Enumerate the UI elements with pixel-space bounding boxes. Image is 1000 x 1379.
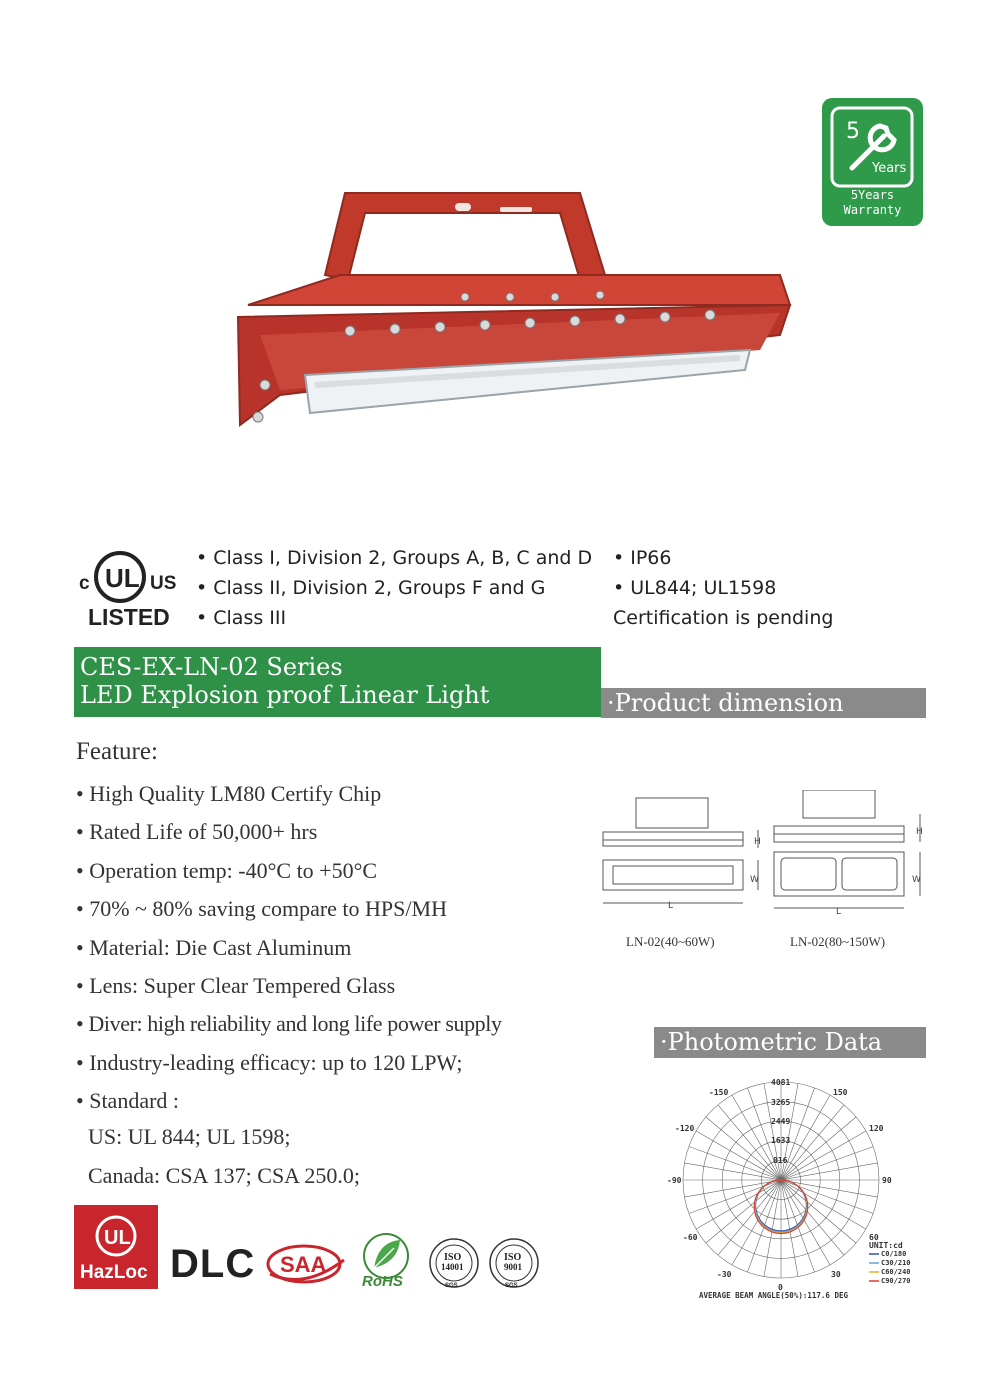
dim-small-l: L (668, 901, 674, 911)
ul-listed-logo (78, 545, 178, 630)
dim-large-w: W (912, 875, 921, 885)
feature-item: • Rated Life of 50,000+ hrs (76, 816, 502, 854)
legend-unit: UNIT:cd (869, 1241, 903, 1250)
angle-label: -90 (667, 1176, 682, 1185)
photometric-heading: ·Photometric Data (654, 1027, 926, 1058)
rohs-logo (358, 1232, 414, 1290)
angle-label: -150 (709, 1088, 729, 1097)
legend-label: C30/210 (881, 1259, 911, 1267)
feature-item: • Industry-leading efficacy: up to 120 LPW; (76, 1047, 502, 1085)
cert-pending-note: Certification is pending (613, 607, 834, 629)
radial-label: 3265 (771, 1098, 791, 1107)
saa-logo (264, 1240, 348, 1288)
warranty-years-word: Years (872, 161, 907, 176)
cert-item: • UL844; UL1598 (613, 573, 776, 603)
ul-listed-word: LISTED (88, 604, 170, 630)
feature-item: • Material: Die Cast Aluminum (76, 932, 502, 970)
polar-candela-diagram (665, 1075, 930, 1305)
iso14001-num: 14001 (441, 1262, 464, 1272)
iso9001-sgs: SGS (505, 1283, 518, 1289)
angle-label: -60 (683, 1233, 698, 1242)
warranty-number: 5 (846, 119, 860, 144)
iso9001-top: ISO (504, 1252, 522, 1263)
ul-us-mark: US (150, 573, 177, 594)
feature-heading: Feature: (76, 738, 158, 765)
iso-9001-logo (488, 1237, 540, 1291)
series-description: LED Explosion proof Linear Light (80, 681, 490, 709)
angle-label: 60 (869, 1233, 879, 1242)
radial-label: 816 (773, 1156, 788, 1165)
ul-mark: UL (105, 563, 140, 593)
angle-label: 0 (778, 1283, 783, 1292)
legend-label: C0/180 (881, 1250, 907, 1258)
radial-label: 2449 (771, 1117, 791, 1126)
iso14001-sgs: SGS (445, 1283, 458, 1289)
angle-label: -30 (717, 1270, 732, 1279)
cert-item: • IP66 (613, 543, 776, 573)
iso14001-top: ISO (444, 1252, 462, 1263)
certification-list (613, 543, 776, 603)
warranty-badge (822, 98, 923, 226)
radial-label: 1633 (771, 1136, 791, 1145)
ul-hazloc-logo (74, 1205, 158, 1289)
legend-label: C90/270 (881, 1277, 911, 1285)
feature-item: • Operation temp: -40°C to +50°C (76, 855, 502, 893)
feature-item: • Diver: high reliability and long life power supply (76, 1008, 502, 1046)
series-title-box (74, 647, 601, 717)
dim-caption-small: LN-02(40~60W) (626, 934, 715, 949)
standard-us: US: UL 844; UL 1598; (88, 1124, 291, 1149)
angle-label: 120 (869, 1124, 884, 1133)
iso9001-num: 9001 (504, 1262, 522, 1272)
hazloc-ul-mark: UL (104, 1227, 131, 1249)
series-name: CES-EX-LN-02 Series (80, 653, 343, 681)
radial-label: 4081 (771, 1078, 791, 1087)
hazardous-class-list (196, 543, 592, 633)
standard-canada: Canada: CSA 137; CSA 250.0; (88, 1163, 360, 1188)
angle-label: -120 (675, 1124, 695, 1133)
angle-label: 90 (882, 1176, 892, 1185)
linear-light-product-image (220, 185, 800, 440)
angle-label: 30 (831, 1270, 841, 1279)
class-item: • Class III (196, 603, 592, 633)
feature-item: • Standard : (76, 1085, 502, 1123)
warranty-line2: Warranty (843, 203, 902, 217)
warranty-line1: 5Years (850, 188, 895, 202)
feature-list (76, 778, 502, 1124)
saa-text: SAA (280, 1252, 327, 1277)
rohs-text: RoHS (362, 1273, 403, 1290)
dim-small-h: H (754, 837, 761, 847)
dim-large-h: H (916, 827, 923, 837)
iso-14001-logo (428, 1237, 480, 1291)
angle-label: 150 (833, 1088, 848, 1097)
dimension-drawings (598, 790, 933, 920)
dim-large-l: L (836, 907, 842, 917)
wrench-warranty-icon (822, 98, 923, 188)
ul-c-mark: c (79, 573, 90, 594)
dim-caption-large: LN-02(80~150W) (790, 934, 886, 949)
dim-small-w: W (750, 875, 759, 885)
feature-item: • High Quality LM80 Certify Chip (76, 778, 502, 816)
product-dimension-heading: ·Product dimension (601, 688, 926, 718)
legend-label: C60/240 (881, 1268, 911, 1276)
hazloc-word: HazLoc (80, 1262, 148, 1283)
feature-item: • Lens: Super Clear Tempered Glass (76, 970, 502, 1008)
dlc-logo: DLC (170, 1242, 256, 1286)
class-item: • Class II, Division 2, Groups F and G (196, 573, 592, 603)
class-item: • Class I, Division 2, Groups A, B, C and D (196, 543, 592, 573)
feature-item: • 70% ~ 80% saving compare to HPS/MH (76, 893, 502, 931)
beam-angle-note: AVERAGE BEAM ANGLE(50%):117.6 DEG (699, 1291, 849, 1300)
